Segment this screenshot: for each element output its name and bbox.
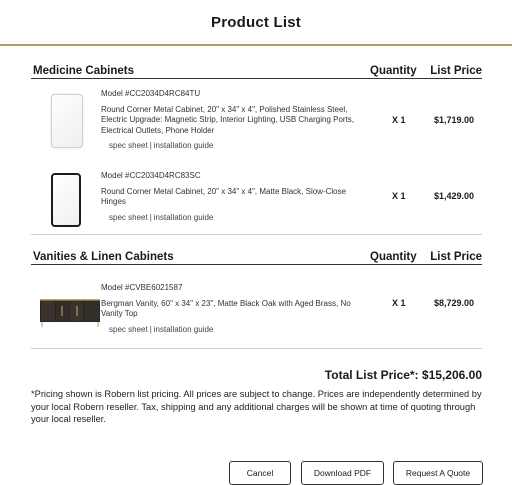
item-quantity: X 1 xyxy=(392,191,406,201)
item-price: $1,719.00 xyxy=(433,115,474,125)
model-number: Model #CC2034D4RC83SC xyxy=(101,171,201,180)
page-title: Product List xyxy=(211,13,301,31)
vanity-thumbnail xyxy=(39,298,101,326)
installation-guide-link[interactable]: installation guide xyxy=(153,141,214,150)
item-price: $8,729.00 xyxy=(433,298,474,308)
black-cabinet-thumbnail xyxy=(51,173,81,227)
list-price-header: List Price xyxy=(430,251,482,263)
model-number: Model #CVBE6021587 xyxy=(101,283,183,292)
total-list-price: Total List Price*: $15,206.00 xyxy=(324,368,482,382)
section-header xyxy=(31,62,482,79)
spec-sheet-link[interactable]: spec sheet xyxy=(109,141,148,150)
model-number: Model #CC2034D4RC84TU xyxy=(101,89,201,98)
installation-guide-link[interactable]: installation guide xyxy=(153,324,214,334)
page-header xyxy=(0,0,512,46)
list-price-header: List Price xyxy=(430,65,482,77)
item-info xyxy=(101,171,363,223)
pricing-disclaimer: *Pricing shown is Robern list pricing. All prices are subject to change. Prices are independently determined by your local Robern reseller. Tax, shipping and any additional charges will be shown at time of quoting through your local reseller. xyxy=(31,389,482,424)
section-header xyxy=(31,248,482,265)
item-description: Bergman Vanity, 60" x 34" x 23", Matte Black Oak with Aged Brass, No Vanity Top xyxy=(101,298,351,318)
section-medicine-cabinets xyxy=(31,62,482,222)
spec-sheet-link[interactable]: spec sheet xyxy=(109,212,148,222)
quantity-header: Quantity xyxy=(370,251,417,263)
item-description: Round Corner Metal Cabinet, 20" x 34" x 4", Polished Stainless Steel, Electric Upgrade: Magnetic Strip, Interior Lighting, USB Charging Ports, Electrical Outlets, Phone Holder xyxy=(101,104,355,135)
item-description: Round Corner Metal Cabinet, 20" x 34" x 4", Matte Black, Slow-Close Hinges xyxy=(101,186,347,206)
section-title: Medicine Cabinets xyxy=(33,65,134,77)
item-links xyxy=(101,141,363,152)
section-title: Vanities & Linen Cabinets xyxy=(33,251,174,263)
item-links xyxy=(101,325,363,336)
item-quantity: X 1 xyxy=(392,115,406,125)
request-quote-button[interactable]: Request A Quote xyxy=(393,461,483,485)
item-price: $1,429.00 xyxy=(433,191,474,201)
divider xyxy=(31,234,482,235)
item-links xyxy=(101,213,363,224)
link-separator: | xyxy=(149,141,152,150)
white-cabinet-thumbnail xyxy=(51,94,83,148)
quantity-header: Quantity xyxy=(370,65,417,77)
item-info xyxy=(101,89,363,152)
section-vanities xyxy=(31,248,482,334)
item-info xyxy=(101,283,363,335)
spec-sheet-link[interactable]: spec sheet xyxy=(109,324,148,334)
cancel-button[interactable]: Cancel xyxy=(229,461,291,485)
installation-guide-link[interactable]: installation guide xyxy=(153,212,214,222)
divider xyxy=(31,348,482,349)
item-quantity: X 1 xyxy=(392,298,406,308)
link-separator: | xyxy=(149,324,152,334)
link-separator: | xyxy=(149,212,152,222)
download-pdf-button[interactable]: Download PDF xyxy=(301,461,384,485)
